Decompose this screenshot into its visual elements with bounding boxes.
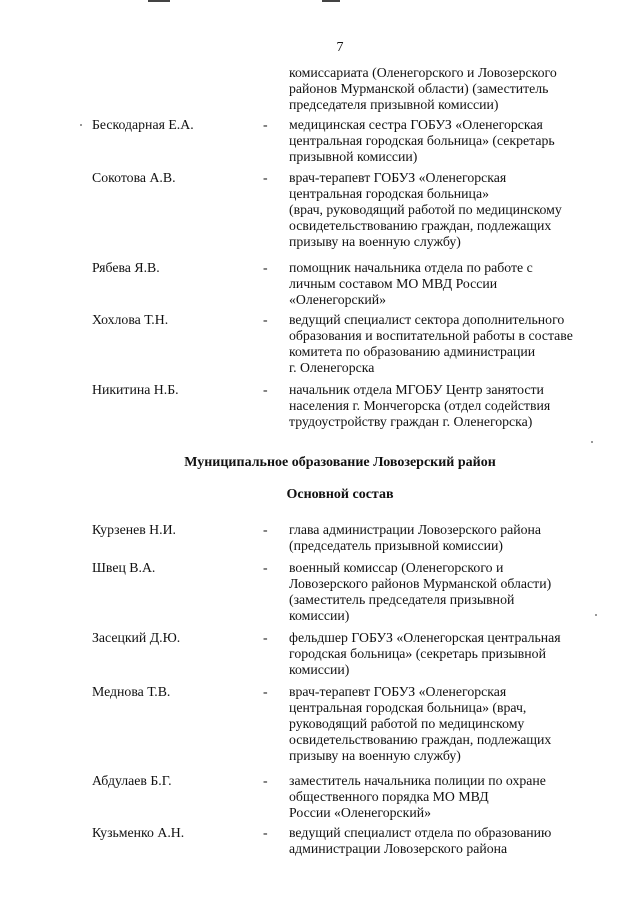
member-role: [289, 684, 599, 764]
composition-heading: Основной состав: [286, 487, 394, 502]
role-line: трудоустройству граждан г. Оленегорска): [289, 414, 533, 429]
role-line: руководящий работой по медицинскому: [289, 716, 525, 731]
member-role: [289, 630, 599, 678]
role-line: администрации Ловозерского района: [289, 841, 508, 856]
member-name: Швец В.А.: [92, 560, 156, 575]
member-role: [289, 260, 599, 308]
role-line: личным составом МО МВД России: [289, 276, 498, 291]
member-name: Меднова Т.В.: [92, 684, 171, 699]
role-line: центральная городская больница» (секретарь: [289, 133, 555, 148]
member-role: [289, 170, 599, 250]
role-line: медицинская сестра ГОБУЗ «Оленегорская: [289, 117, 543, 132]
role-line: призывной комиссии): [289, 149, 418, 164]
role-line: населения г. Мончегорска (отдел содействия: [289, 398, 551, 413]
role-line: заместитель начальника полиции по охране: [289, 773, 546, 788]
role-line: комиссии): [289, 662, 350, 677]
role-line: (заместитель председателя призывной: [289, 592, 515, 607]
role-line: ведущий специалист отдела по образованию: [289, 825, 552, 840]
member-role: [289, 117, 599, 165]
role-line: (врач, руководящий работой по медицинскому: [289, 202, 562, 217]
scan-speck: [591, 441, 593, 443]
member-name: Засецкий Д.Ю.: [92, 630, 181, 645]
role-line: освидетельствованию граждан, подлежащих: [289, 218, 552, 233]
role-line: районов Мурманской области) (заместитель: [289, 81, 549, 96]
role-line: призыву на военную службу): [289, 234, 461, 249]
role-line: комиссии): [289, 608, 350, 623]
role-line: военный комиссар (Оленегорского и: [289, 560, 504, 575]
role-line: глава администрации Ловозерского района: [289, 522, 542, 537]
role-line: комиссариата (Оленегорского и Ловозерского: [289, 65, 557, 80]
role-line: центральная городская больница» (врач,: [289, 700, 527, 715]
role-line: комитета по образованию администрации: [289, 344, 536, 359]
member-role: [289, 65, 599, 113]
member-name: Хохлова Т.Н.: [92, 312, 169, 327]
role-line: председателя призывной комиссии): [289, 97, 499, 112]
role-line: помощник начальника отдела по работе с: [289, 260, 533, 275]
member-name: Никитина Н.Б.: [92, 382, 179, 397]
entry-dash: -: [263, 170, 268, 185]
member-name: Бескодарная Е.А.: [92, 117, 194, 132]
role-line: общественного порядка МО МВД: [289, 789, 489, 804]
role-line: фельдшер ГОБУЗ «Оленегорская центральная: [289, 630, 561, 645]
member-role: [289, 522, 599, 554]
role-line: центральная городская больница»: [289, 186, 489, 201]
entry-dash: -: [263, 382, 268, 397]
member-name: Рябева Я.В.: [92, 260, 160, 275]
role-line: образования и воспитательной работы в составе: [289, 328, 573, 343]
entry-dash: -: [263, 825, 268, 840]
member-name: Абдулаев Б.Г.: [92, 773, 172, 788]
page-number: 7: [336, 40, 344, 55]
entry-dash: -: [263, 684, 268, 699]
scan-edge-mark: [148, 0, 170, 2]
role-line: г. Оленегорска: [289, 360, 375, 375]
entry-dash: -: [263, 630, 268, 645]
role-line: Ловозерского районов Мурманской области): [289, 576, 552, 591]
scan-speck: [595, 614, 597, 616]
scan-edge-mark: [322, 0, 340, 2]
role-line: России «Оленегорский»: [289, 805, 432, 820]
member-name: Курзенев Н.И.: [92, 522, 177, 537]
role-line: врач-терапевт ГОБУЗ «Оленегорская: [289, 170, 507, 185]
member-role: [289, 825, 599, 857]
role-line: начальник отдела МГОБУ Центр занятости: [289, 382, 544, 397]
member-role: [289, 773, 599, 821]
scan-speck: [80, 124, 82, 126]
member-name: Сокотова А.В.: [92, 170, 176, 185]
role-line: городская больница» (секретарь призывной: [289, 646, 546, 661]
role-line: призыву на военную службу): [289, 748, 461, 763]
entry-dash: -: [263, 560, 268, 575]
entry-dash: -: [263, 260, 268, 275]
entry-dash: -: [263, 117, 268, 132]
role-line: ведущий специалист сектора дополнительного: [289, 312, 565, 327]
member-name: Кузьменко А.Н.: [92, 825, 185, 840]
role-line: «Оленегорский»: [289, 292, 386, 307]
entry-dash: -: [263, 312, 268, 327]
municipality-heading: Муниципальное образование Ловозерский район: [184, 455, 496, 470]
entry-dash: -: [263, 522, 268, 537]
member-role: [289, 382, 599, 430]
role-line: освидетельствованию граждан, подлежащих: [289, 732, 552, 747]
role-line: врач-терапевт ГОБУЗ «Оленегорская: [289, 684, 507, 699]
entry-dash: -: [263, 773, 268, 788]
role-line: (председатель призывной комиссии): [289, 538, 504, 553]
member-role: [289, 312, 599, 376]
member-role: [289, 560, 599, 624]
